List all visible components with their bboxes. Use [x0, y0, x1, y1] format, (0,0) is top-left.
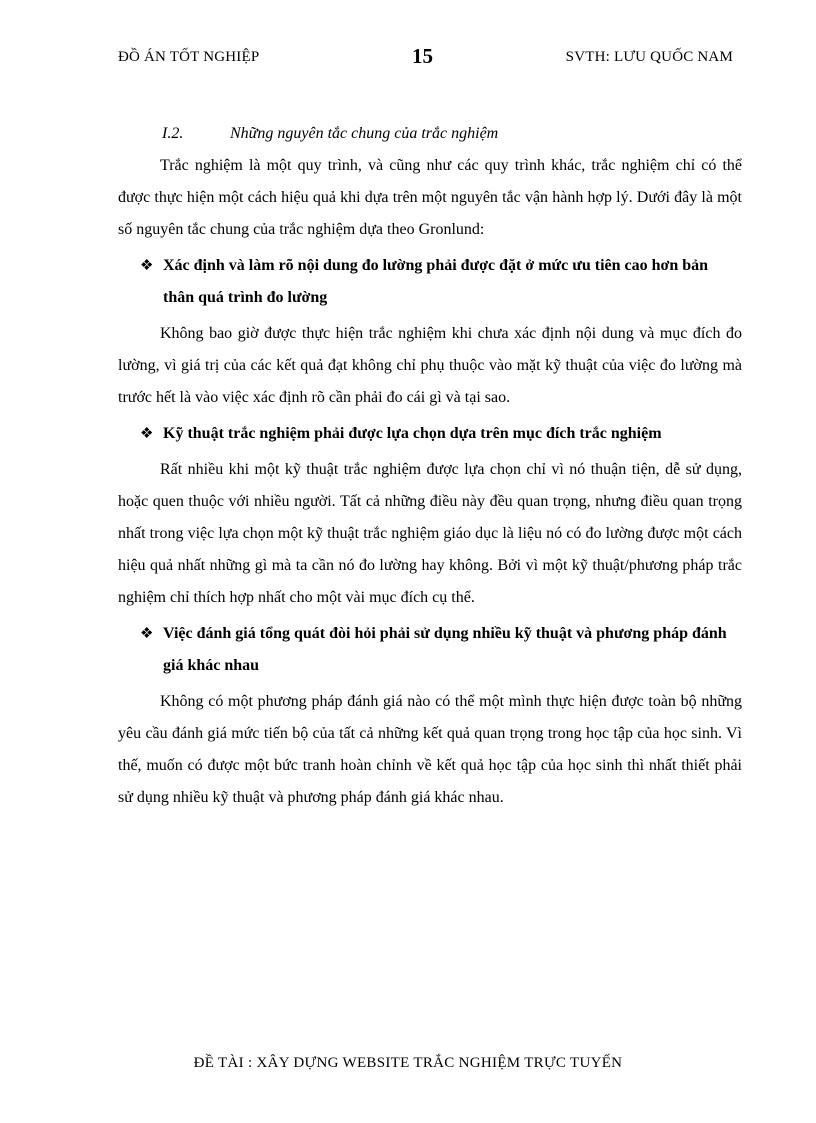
- diamond-bullet-icon: ❖: [140, 626, 154, 642]
- page-footer: ĐỀ TÀI : XÂY DỰNG WEBSITE TRẮC NGHIỆM TRỰC TUYẾN: [193, 1055, 623, 1071]
- page-body: [118, 118, 742, 814]
- principle-heading-1: [118, 250, 742, 314]
- principle-title: Việc đánh giá tổng quát đòi hỏi phải sử dụng nhiều kỹ thuật và phương pháp đánh giá khác nhau: [163, 625, 727, 674]
- principle-heading-2: [118, 418, 742, 450]
- intro-paragraph: Trắc nghiệm là một quy trình, và cũng như các quy trình khác, trắc nghiệm chỉ có thể được thực hiện một cách hiệu quả khi dựa trên một nguyên tắc vận hành hợp lý. Dưới đây là một số nguyên tắc chung của trắc nghiệm dựa theo Gronlund:: [118, 157, 742, 238]
- principle-title: Xác định và làm rõ nội dung đo lường phải được đặt ở mức ưu tiên cao hơn bản thân quá trình đo lường: [163, 257, 709, 306]
- page-header: [118, 44, 733, 74]
- page-number: 15: [412, 44, 433, 68]
- section-title: Những nguyên tắc chung của trắc nghiệm: [230, 125, 499, 142]
- header-project-label: ĐỒ ÁN TỐT NGHIỆP: [118, 49, 260, 65]
- principle-body-1: Không bao giờ được thực hiện trắc nghiệm khi chưa xác định nội dung và mục đích đo lường, vì giá trị của các kết quả đạt không chỉ phụ thuộc vào mặt kỹ thuật của việc đo lường mà trước hết là vào việc xác định rõ cần phải đo cái gì và tại sao.: [118, 325, 742, 406]
- principle-heading-3: [118, 618, 742, 682]
- section-heading: [118, 118, 742, 150]
- diamond-bullet-icon: ❖: [140, 426, 154, 442]
- principle-body-2: Rất nhiều khi một kỹ thuật trắc nghiệm được lựa chọn chỉ vì nó thuận tiện, dễ sử dụng, hoặc quen thuộc với nhiều người. Tất cả những điều này đều quan trọng, nhưng điều quan trọng nhất trong việc lựa chọn một kỹ thuật trắc nghiệm giáo dục là liệu nó có đo lường được một cách hiệu quả nhất những gì mà ta cần nó đo lường hay không. Bởi vì một kỹ thuật/phương pháp trắc nghiệm chỉ thích hợp nhất cho một vài mục đích cụ thể.: [118, 461, 742, 606]
- diamond-bullet-icon: ❖: [140, 258, 154, 274]
- principle-title: Kỹ thuật trắc nghiệm phải được lựa chọn dựa trên mục đích trắc nghiệm: [163, 425, 662, 442]
- section-number: I.2.: [162, 125, 184, 142]
- header-student-name: SVTH: LƯU QUỐC NAM: [565, 49, 733, 65]
- principle-body-3: Không có một phương pháp đánh giá nào có thể một mình thực hiện được toàn bộ những yêu cầu đánh giá mức tiến bộ của tất cả những kết quả quan trọng trong học tập của học sinh. Vì thế, muốn có được một bức tranh hoàn chỉnh về kết quả học tập của học sinh thì nhất thiết phải sử dụng nhiều kỹ thuật và phương pháp đánh giá khác nhau.: [118, 693, 742, 806]
